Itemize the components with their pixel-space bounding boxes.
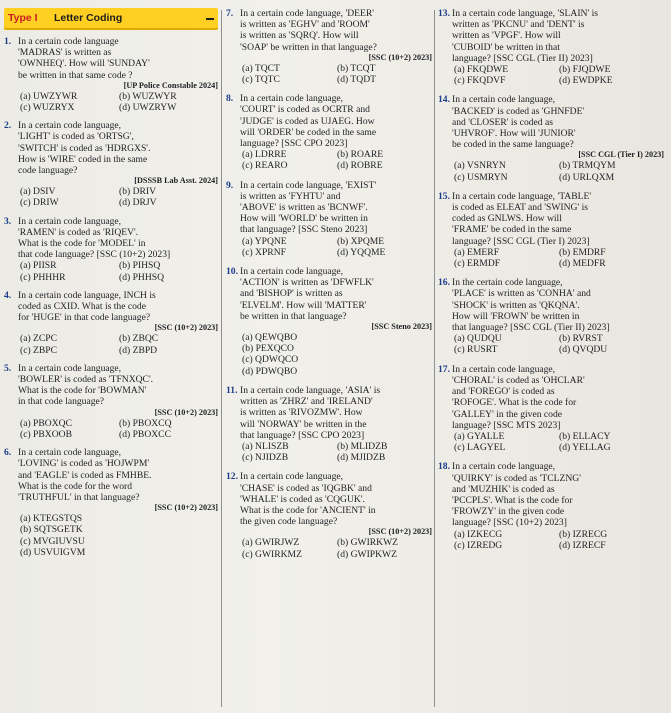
question-item [438,191,664,269]
exam-source: [DSSSB Lab Asst. 2024] [134,176,218,186]
answer-option: (c) PHHHR [20,271,66,283]
question-number: 18. [438,461,450,473]
exam-source: [SSC (10+2) 2023] [154,323,218,333]
question-text-line: In a certain code language, [240,266,344,278]
question-text-line: 'BOWLER' is coded as 'TFNXQC'. [18,374,154,386]
answer-option: (b) WUZWYR [119,90,177,102]
answer-option: (b) GWIRKWZ [337,537,399,549]
column-1 [4,8,218,713]
answer-option: (d) IZRECF [559,539,606,551]
question-text-line: coded as GNLWS. How will [452,213,562,225]
answer-option: (b) SQTSGETK [20,524,83,536]
question-text-line: and 'EAGLE' is coded as FMHBE. [18,469,152,481]
question-item [226,180,432,258]
answer-option: (d) PHHSQ [119,271,165,283]
question-text-line: 'CHASE' is coded as 'IQGBK' and [240,482,372,494]
question-text-line: 'CUBOID' be written in that [452,41,560,53]
answer-option: (a) PIISR [20,260,57,272]
question-item [438,461,664,551]
question-text-line: 'BACKED' is coded as 'GHNFDE' [452,105,585,117]
question-text-line: language? [SSC CPO 2023] [240,138,348,150]
question-text-line: In a certain code language, [18,120,122,132]
question-text-line: 'ABOVE' is written as 'BCNWF'. [240,202,368,214]
answer-option: (d) QVQDU [559,344,608,356]
answer-option: (b) PBOXCQ [119,417,172,429]
question-number: 1. [4,36,12,47]
answer-option: (d) GWIPKWZ [337,548,397,560]
answer-option: (a) VSNRYN [454,160,506,172]
question-text-line: be written in that language? [240,310,347,322]
question-number: 12. [226,471,238,483]
answer-option: (a) FKQDWE [454,64,509,76]
question-number: 10. [226,266,238,278]
answer-option: (d) URLQXM [559,171,615,183]
question-number: 7. [226,8,234,19]
answer-option: (c) QDWQCO [242,354,299,366]
answer-option: (d) YQQME [337,246,386,258]
question-number: 2. [4,120,12,132]
exam-source: [SSC (10+2) 2023] [154,407,218,417]
question-text-line: be coded in the same language? [452,139,574,151]
question-text-line: 'PCCPLS'. What is the code for [452,494,573,506]
question-item [4,290,218,356]
question-text-line: What is the code for 'BOWMAN' [18,385,147,397]
answer-options [438,333,664,355]
question-text-line: is written as 'FYHTU' and [240,190,341,202]
answer-option: (c) REARO [242,160,288,172]
question-text-line: for 'HUGE' in that code language? [18,312,151,324]
question-text-line: 'PLACE' is written as 'CONHA' and [452,288,591,300]
question-text-line: In a certain code language, 'EXIST' [240,179,377,191]
question-text-line: 'SHOCK' is written as 'QKQNA'. [452,299,580,311]
question-text-line: be written in that same code ? [18,69,133,81]
exam-source: [UP Police Constable 2024] [123,80,218,90]
question-text-line: 'ELVELM'. How will 'MATTER' [240,299,367,311]
question-text-line: In a certain code language, [18,447,122,459]
question-text-line: 'UHVROF'. How will 'JUNIOR' [452,128,576,140]
question-text-line: In a certain code language, [452,461,556,473]
question-text-line: that code language? [SSC (10+2) 2023] [18,249,171,261]
answer-option: (a) QUDQU [454,333,502,345]
question-text-line: In a certain code language, [18,362,122,374]
question-text-line: is written as 'SQRQ'. How will [240,30,359,42]
answer-option: (a) GWIRJWZ [242,537,300,549]
question-number: 11. [226,384,238,396]
question-text-line: language? [SSC CGL (Tier I) 2023] [452,235,590,247]
question-text-line: will 'NORWAY' be written in the [240,418,367,430]
answer-option: (c) MVGIUVSU [20,535,85,547]
question-text-line: 'TRUTHFUL' in that language? [18,491,140,503]
answer-option: (c) ZBPC [20,344,58,356]
question-number: 16. [438,277,450,289]
question-item [226,8,432,85]
question-text-line: 'LIGHT' is coded as 'ORTSG', [18,131,134,143]
question-text-line: In a certain code language, 'SLAIN' is [452,8,598,19]
question-text-line: the given code language? [240,516,338,528]
answer-option: (a) LDRRE [242,149,287,161]
question-text-line: written as 'PKCNU' and 'DENT' is [452,19,585,31]
answer-option: (c) USMRYN [454,171,508,183]
question-number: 14. [438,94,450,106]
answer-option: (d) TQDT [337,74,376,86]
answer-option: (c) FKQDVF [454,75,506,87]
question-number: 3. [4,215,12,227]
question-text-line: In a certain code language, 'TABLE' [452,190,592,202]
answer-option: (b) RVRST [559,333,603,345]
question-item [438,8,664,86]
question-text-line: How will 'WORLD' be written in [240,213,368,225]
question-text-line: 'FROWZY' in the given code [452,506,565,518]
answer-option: (b) FJQDWE [559,64,611,76]
answer-option: (c) ERMDF [454,258,501,270]
answer-option: (a) GYALLE [454,430,505,442]
answer-option: (d) DRJV [119,197,157,209]
question-text-line: written as 'VPGF'. How will [452,30,561,42]
answer-options [438,529,664,551]
question-number: 8. [226,93,234,105]
question-number: 15. [438,190,450,202]
answer-options [4,513,218,558]
answer-option: (b) MLIDZB [337,440,388,452]
question-text-line: What is the code for 'MODEL' in [18,238,146,250]
answer-option: (b) PIHSQ [119,260,161,272]
question-text-line: In a certain code language [18,36,119,47]
section-type-label: Type I [8,12,38,24]
exam-source: [SSC CGL (Tier I) 2023] [578,150,664,160]
question-item [438,364,664,454]
question-text-line: How is 'WIRE' coded in the same [18,153,148,165]
question-item [4,216,218,283]
answer-options [226,63,432,85]
question-item [226,266,432,377]
question-item [226,471,432,559]
question-text-line: and 'CLOSER' is coded as [452,116,553,128]
answer-options [438,247,664,269]
answer-option: (b) TCQT [337,62,376,74]
question-text-line: 'CHORAL' is coded as 'OHCLAR' [452,374,585,386]
answer-options [438,431,664,453]
question-item [4,120,218,208]
question-text-line: In a certain code language, 'DEER' [240,8,374,19]
column-3 [438,8,664,713]
answer-option: (a) TQCT [242,62,280,74]
question-item [4,447,218,558]
answer-options [438,64,664,86]
question-text-line: that language? [SSC Steno 2023] [240,224,368,236]
answer-options [4,333,218,355]
question-text-line: 'MADRAS' is written as [18,47,112,59]
question-text-line: In a certain code language, [452,94,556,106]
answer-option: (b) PEXQCO [242,343,294,355]
answer-option: (b) TRMQYM [559,160,616,172]
question-number: 9. [226,179,234,191]
answer-option: (d) UWZRYW [119,102,177,114]
question-text-line: 'COURT' is coded as OCRTR and [240,104,370,116]
question-text-line: 'FRAME' be coded in the same [452,224,572,236]
question-text-line: and 'BISHOP' is written as [240,288,343,300]
section-header [4,8,218,30]
exam-source: [SSC (10+2) 2023] [368,527,432,537]
question-text-line: coded as CXID. What is the code [18,301,146,313]
answer-option: (d) USVUIGVM [20,546,86,558]
question-text-line: 'ACTION' is written as 'DFWFLK' [240,277,374,289]
question-text-line: language? [SSC MTS 2023] [452,419,561,431]
header-dash [206,18,214,20]
question-text-line: code language? [18,165,78,177]
question-text-line: 'SOAP' be written in that language? [240,41,377,53]
question-text-line: 'SWITCH' is coded as 'HDRGXS'. [18,142,151,154]
question-number: 13. [438,8,450,19]
answer-option: (c) XPRNF [242,246,286,258]
answer-option: (d) YELLAG [559,442,611,454]
question-text-line: is written as 'RIVOZMW'. How [240,407,363,419]
question-text-line: In a certain code language, [240,471,344,483]
column-divider [221,10,222,707]
answer-option: (d) EWDPKE [559,75,613,87]
answer-option: (c) IZREDG [454,539,503,551]
question-text-line: In the certain code language, [452,277,563,289]
question-text-line: that language? [SSC CPO 2023] [240,429,365,441]
answer-option: (c) TQTC [242,74,280,86]
question-text-line: and 'FOREGO' is coded as [452,386,555,398]
question-text-line: 'RAMEN' is coded as 'RIQEV'. [18,226,139,238]
answer-options [4,260,218,282]
question-text-line: and 'MUZHIK' is coded as [452,483,555,495]
question-text-line: 'LOVING' is coded as 'HOJWPM' [18,458,150,470]
answer-options [4,91,218,113]
question-text-line: What is the code for the word [18,480,133,492]
answer-option: (a) YPQNE [242,235,287,247]
question-text-line: 'WHALE' is coded as 'CQGUK'. [240,493,365,505]
question-number: 6. [4,447,12,459]
question-number: 4. [4,289,12,301]
question-text-line: 'GALLEY' in the given code [452,408,563,420]
answer-options [226,537,432,559]
question-text-line: language? [SSC CGL (Tier II) 2023] [452,52,593,64]
answer-option: (a) PBOXQC [20,417,72,429]
answer-option: (a) NLISZB [242,440,289,452]
answer-option: (a) KTEGSTQS [20,513,83,525]
answer-option: (a) ZCPC [20,333,58,345]
answer-option: (b) ZBQC [119,333,159,345]
answer-option: (d) ROBRE [337,160,383,172]
question-number: 17. [438,363,450,375]
answer-option: (b) EMDRF [559,246,606,258]
question-item [438,277,664,355]
answer-option: (c) RUSRT [454,344,498,356]
exam-source: [SSC (10+2) 2023] [368,52,432,62]
answer-options [4,186,218,208]
answer-options [4,418,218,440]
question-item [226,93,432,171]
answer-option: (a) QEWQBO [242,332,298,344]
question-text-line: is written as 'EGHV' and 'ROOM' [240,19,370,31]
answer-option: (d) PBOXCC [119,428,171,440]
section-title: Letter Coding [54,12,123,24]
question-text-line: In a certain code language, [18,215,122,227]
answer-option: (c) DRIW [20,197,59,209]
question-text-line: 'QUIRKY' is coded as 'TCLZNG' [452,472,581,484]
question-text-line: 'JUDGE' is coded as UJAEG. How [240,115,375,127]
question-item [226,385,432,463]
answer-option: (b) ELLACY [559,430,611,442]
answer-option: (d) ZBPD [119,344,158,356]
column-2 [226,8,432,713]
answer-options [226,441,432,463]
question-text-line: In a certain code language, [452,363,556,375]
answer-options [226,332,432,377]
answer-option: (b) ROARE [337,149,384,161]
question-text-line: written as 'ZHRZ' and 'IRELAND' [240,396,373,408]
question-item [438,94,664,182]
answer-option: (b) IZRECG [559,528,608,540]
question-text-line: 'OWNHEQ'. How will 'SUNDAY' [18,58,150,70]
answer-option: (d) MJIDZB [337,452,386,464]
exam-source: [SSC (10+2) 2023] [154,503,218,513]
question-text-line: In a certain code language, 'ASIA' is [240,384,381,396]
answer-option: (c) LAGYEL [454,442,506,454]
answer-option: (c) GWIRKMZ [242,548,302,560]
question-text-line: in that code language? [18,396,105,408]
question-text-line: will 'ORDER' be coded in the same [240,126,377,138]
answer-option: (c) WUZRYX [20,102,75,114]
question-text-line: that language? [SSC CGL (Tier II) 2023] [452,322,610,334]
question-text-line: 'ROFOGE'. What is the code for [452,397,577,409]
answer-option: (a) IZKECG [454,528,503,540]
question-item [4,363,218,440]
answer-options [226,236,432,258]
answer-options [438,160,664,182]
answer-option: (d) MEDFR [559,258,606,270]
answer-option: (a) EMERF [454,246,500,258]
answer-option: (c) NJIDZB [242,452,289,464]
question-text-line: In a certain code language, INCH is [18,289,156,301]
answer-options [226,149,432,171]
column-divider [434,10,435,707]
answer-option: (c) PBXOOB [20,428,72,440]
question-number: 5. [4,362,12,374]
answer-option: (b) DRIV [119,186,157,198]
question-item [4,36,218,113]
answer-option: (a) UWZYWR [20,90,78,102]
question-text-line: is coded as ELEAT and 'SWING' is [452,202,588,214]
question-text-line: How will 'FROWN' be written in [452,310,580,322]
question-text-line: What is the code for 'ANCIENT' in [240,504,376,516]
exam-source: [SSC Steno 2023] [371,322,432,332]
answer-option: (d) PDWQBO [242,365,298,377]
answer-option: (b) XPQME [337,235,385,247]
question-text-line: language? [SSC (10+2) 2023] [452,517,567,529]
question-text-line: In a certain code language, [240,93,344,105]
answer-option: (a) DSIV [20,186,56,198]
